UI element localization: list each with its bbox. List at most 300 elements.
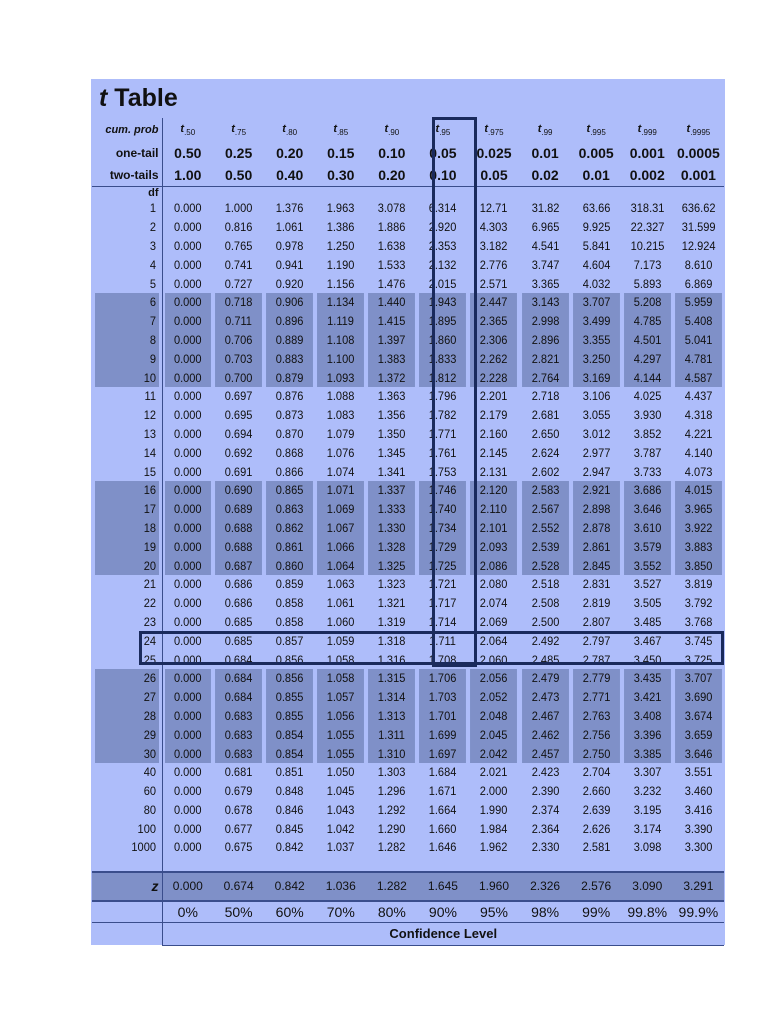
z-label: z	[92, 872, 162, 901]
df-cell: 23	[95, 613, 159, 632]
z-value-cell: 2.576	[571, 872, 622, 901]
t-value-cell: 0.000	[173, 784, 202, 799]
t-value-cell: 1.646	[429, 840, 457, 855]
t-value-cell: 4.604	[582, 257, 610, 272]
table-row	[92, 368, 724, 387]
t-value-cell: 1.064	[317, 556, 364, 575]
t-value-cell: 3.499	[573, 312, 620, 331]
table-row	[92, 537, 724, 556]
t-value-cell: 1.088	[326, 389, 355, 404]
t-value-cell: 2.920	[429, 220, 457, 235]
df-cell: 100	[95, 819, 159, 838]
t-value-cell: 3.745	[684, 633, 713, 648]
t-value-cell: 4.297	[624, 349, 671, 368]
t-value-cell: 3.365	[531, 276, 559, 291]
t-value-cell: 0.000	[173, 426, 202, 441]
t-value-cell: 10.215	[630, 238, 665, 253]
t-value-cell: 1.055	[317, 744, 364, 763]
t-value-cell: 0.687	[215, 556, 262, 575]
t-value-cell: 2.831	[582, 577, 610, 592]
df-cell: 15	[95, 462, 159, 481]
df-cell: 3	[95, 237, 159, 256]
df-cell: 8	[95, 331, 159, 350]
t-value-cell: 2.457	[522, 744, 569, 763]
t-value-cell: 1.782	[429, 408, 457, 423]
t-value-cell: 0.711	[215, 312, 262, 331]
spacer-cell	[162, 857, 213, 872]
df-spacer-cell	[622, 187, 673, 200]
t-value-cell: 0.718	[215, 293, 262, 312]
t-value-cell: 1.533	[378, 257, 406, 272]
df-spacer-cell	[673, 187, 724, 200]
t-value-cell: 0.765	[224, 238, 253, 253]
t-value-cell: 0.000	[164, 519, 211, 538]
t-distribution-table	[92, 118, 724, 946]
t-value-cell: 0.678	[224, 802, 253, 817]
t-value-cell: 2.500	[531, 614, 559, 629]
t-value-cell: 3.182	[480, 238, 508, 253]
t-value-cell: 1.476	[378, 276, 406, 291]
t-value-cell: 2.528	[522, 556, 569, 575]
df-cell: 13	[95, 425, 159, 444]
df-spacer-cell	[213, 187, 264, 200]
t-value-cell: 4.501	[624, 331, 671, 350]
t-value-cell: 2.878	[573, 519, 620, 538]
t-header-cell: $t_{.50}$	[180, 122, 196, 138]
t-value-cell: 3.852	[633, 426, 662, 441]
spacer-cell	[315, 857, 366, 872]
t-value-cell: 5.208	[624, 293, 671, 312]
t-value-cell: 1.746	[419, 481, 466, 500]
confidence-spacer	[92, 901, 162, 923]
t-value-cell: 9.925	[582, 220, 610, 235]
z-value-cell: 1.960	[468, 872, 519, 901]
t-header-cell: $t_{.85}$	[333, 122, 349, 138]
confidence-level-cell: 95%	[479, 903, 509, 920]
t-value-cell: 318.31	[630, 201, 665, 216]
df-cell: 12	[95, 406, 159, 425]
t-value-cell: 3.485	[633, 614, 662, 629]
t-value-cell: 1.721	[429, 577, 457, 592]
t-value-cell: 1.729	[419, 537, 466, 556]
t-value-cell: 2.681	[531, 408, 559, 423]
df-cell: 30	[95, 744, 159, 763]
t-value-cell: 2.771	[573, 688, 620, 707]
t-value-cell: 1.311	[368, 725, 415, 744]
t-value-cell: 1.108	[317, 331, 364, 350]
t-value-cell: 4.015	[675, 481, 722, 500]
t-value-cell: 0.868	[275, 445, 304, 460]
df-cell: 80	[95, 801, 159, 820]
t-value-cell: 1.318	[378, 633, 406, 648]
t-value-cell: 3.792	[684, 596, 713, 611]
t-value-cell: 1.337	[368, 481, 415, 500]
t-value-cell: 1.664	[429, 802, 457, 817]
t-value-cell: 2.998	[522, 312, 569, 331]
t-value-cell: 0.000	[164, 349, 211, 368]
t-value-cell: 0.700	[215, 368, 262, 387]
t-value-cell: 3.674	[675, 707, 722, 726]
t-value-cell: 0.000	[173, 577, 202, 592]
t-value-cell: 0.845	[275, 821, 304, 836]
df-cell: 9	[95, 349, 159, 368]
t-value-cell: 1.042	[326, 821, 355, 836]
t-value-cell: 1.671	[429, 784, 457, 799]
t-value-cell: 7.173	[633, 257, 662, 272]
t-value-cell: 3.408	[624, 707, 671, 726]
t-value-cell: 2.567	[522, 500, 569, 519]
t-value-cell: 2.898	[573, 500, 620, 519]
page-title: t Table	[99, 84, 178, 112]
z-value-cell: 3.291	[673, 872, 724, 901]
t-value-cell: 2.306	[471, 331, 518, 350]
t-value-cell: 1.321	[378, 596, 406, 611]
t-value-cell: 2.763	[573, 707, 620, 726]
df-cell: 1	[95, 199, 159, 218]
df-cell: 21	[95, 575, 159, 594]
t-value-cell: 1.296	[378, 784, 406, 799]
table-row	[92, 425, 724, 444]
table-row	[92, 838, 724, 857]
table-row	[92, 650, 724, 669]
t-value-cell: 3.390	[684, 821, 713, 836]
t-value-cell: 0.000	[164, 500, 211, 519]
t-value-cell: 0.684	[215, 669, 262, 688]
t-value-cell: 0.000	[173, 408, 202, 423]
table-row	[92, 688, 724, 707]
one-tail-value: 0.025	[476, 145, 512, 161]
t-value-cell: 1.071	[317, 481, 364, 500]
t-value-cell: 2.473	[522, 688, 569, 707]
df-cell: 25	[95, 650, 159, 669]
df-cell: 4	[95, 255, 159, 274]
z-value-cell: 0.674	[213, 872, 264, 901]
t-value-cell: 1.341	[378, 464, 406, 479]
table-row	[92, 218, 724, 237]
t-value-cell: 2.639	[582, 802, 610, 817]
t-value-cell: 1.886	[378, 220, 406, 235]
t-value-cell: 1.079	[326, 426, 355, 441]
t-value-cell: 0.000	[164, 481, 211, 500]
t-value-cell: 1.943	[419, 293, 466, 312]
t-value-cell: 3.012	[582, 426, 610, 441]
t-value-cell: 1.796	[429, 389, 457, 404]
t-value-cell: 2.080	[480, 577, 508, 592]
t-value-cell: 3.747	[531, 257, 559, 272]
df-cell: 17	[95, 500, 159, 519]
confidence-level-cell: 70%	[326, 903, 355, 920]
t-value-cell: 4.221	[684, 426, 713, 441]
t-value-cell: 1.386	[326, 220, 355, 235]
t-value-cell: 2.750	[573, 744, 620, 763]
t-value-cell: 0.703	[215, 349, 262, 368]
t-value-cell: 2.552	[522, 519, 569, 538]
spacer-cell	[622, 857, 673, 872]
t-value-cell: 5.408	[675, 312, 722, 331]
table-row	[92, 462, 724, 481]
t-value-cell: 3.787	[633, 445, 662, 460]
t-value-cell: 0.860	[266, 556, 313, 575]
t-value-cell: 3.527	[633, 577, 662, 592]
t-value-cell: 2.583	[522, 481, 569, 500]
t-value-cell: 2.074	[480, 596, 508, 611]
t-value-cell: 2.518	[531, 577, 559, 592]
t-value-cell: 2.052	[471, 688, 518, 707]
t-value-cell: 1.714	[429, 614, 457, 629]
t-value-cell: 0.683	[215, 725, 262, 744]
t-value-cell: 2.060	[480, 652, 508, 667]
t-value-cell: 4.073	[684, 464, 713, 479]
t-value-cell: 0.690	[215, 481, 262, 500]
t-value-cell: 1.699	[419, 725, 466, 744]
table-row	[92, 782, 724, 801]
z-value-cell: 1.645	[417, 872, 468, 901]
confidence-spacer	[92, 922, 162, 945]
spacer-cell	[417, 857, 468, 872]
t-value-cell: 2.365	[471, 312, 518, 331]
one-tail-value: 0.15	[327, 145, 355, 161]
t-value-cell: 0.873	[275, 408, 304, 423]
t-value-cell: 0.689	[215, 500, 262, 519]
df-cell: 27	[95, 688, 159, 707]
table-row	[92, 613, 724, 632]
table-row	[92, 387, 724, 406]
t-value-cell: 1.962	[480, 840, 508, 855]
t-value-cell: 1.717	[429, 596, 457, 611]
two-tails-value: 0.01	[571, 164, 622, 187]
confidence-level-cell: 98%	[531, 903, 560, 920]
t-header-cell: $t_{.995}$	[586, 122, 606, 138]
t-header-cell: $t_{.975}$	[484, 122, 504, 138]
t-value-cell: 2.581	[582, 840, 610, 855]
t-value-cell: 3.055	[582, 408, 610, 423]
t-value-cell: 2.447	[471, 293, 518, 312]
t-value-cell: 2.539	[522, 537, 569, 556]
t-value-cell: 1.292	[378, 802, 406, 817]
df-cell: 24	[95, 631, 159, 650]
t-value-cell: 3.450	[633, 652, 662, 667]
t-value-cell: 1.363	[378, 389, 406, 404]
t-value-cell: 2.160	[480, 426, 508, 441]
df-cell: 2	[95, 218, 159, 237]
t-value-cell: 1.045	[326, 784, 355, 799]
t-value-cell: 0.000	[164, 537, 211, 556]
t-value-cell: 2.228	[471, 368, 518, 387]
t-value-cell: 1.319	[378, 614, 406, 629]
t-value-cell: 0.684	[215, 688, 262, 707]
t-header-cell: $t_{.90}$	[384, 122, 400, 138]
t-value-cell: 2.330	[531, 840, 559, 855]
t-value-cell: 0.683	[215, 707, 262, 726]
t-value-cell: 2.467	[522, 707, 569, 726]
t-value-cell: 2.821	[522, 349, 569, 368]
df-cell: 7	[95, 312, 159, 331]
t-value-cell: 3.551	[684, 765, 713, 780]
t-value-cell: 2.626	[582, 821, 610, 836]
t-value-cell: 3.707	[675, 669, 722, 688]
t-value-cell: 1.119	[317, 312, 364, 331]
t-value-cell: 1.323	[378, 577, 406, 592]
t-value-cell: 3.690	[675, 688, 722, 707]
t-value-cell: 3.686	[624, 481, 671, 500]
t-value-cell: 3.250	[573, 349, 620, 368]
t-value-cell: 1.376	[275, 201, 304, 216]
t-value-cell: 2.807	[582, 614, 610, 629]
t-value-cell: 0.000	[164, 688, 211, 707]
t-value-cell: 1.440	[368, 293, 415, 312]
t-value-cell: 3.965	[675, 500, 722, 519]
spacer-cell	[92, 857, 162, 872]
t-value-cell: 0.000	[173, 276, 202, 291]
t-value-cell: 0.688	[215, 537, 262, 556]
t-value-cell: 2.120	[471, 481, 518, 500]
t-value-cell: 0.883	[266, 349, 313, 368]
t-value-cell: 0.000	[173, 445, 202, 460]
df-spacer-cell	[315, 187, 366, 200]
t-value-cell: 3.396	[624, 725, 671, 744]
t-value-cell: 3.143	[522, 293, 569, 312]
t-value-cell: 63.66	[582, 201, 610, 216]
t-value-cell: 0.842	[275, 840, 304, 855]
t-value-cell: 3.725	[684, 652, 713, 667]
two-tails-value: 0.40	[264, 164, 315, 187]
table-row	[92, 631, 724, 650]
t-header-cell: $t_{.80}$	[282, 122, 298, 138]
t-value-cell: 1.037	[326, 840, 355, 855]
df-cell: 14	[95, 443, 159, 462]
two-tails-value: 0.30	[315, 164, 366, 187]
t-value-cell: 1.060	[326, 614, 355, 629]
t-value-cell: 0.865	[266, 481, 313, 500]
t-value-cell: 2.571	[480, 276, 508, 291]
t-value-cell: 1.761	[429, 445, 457, 460]
t-value-cell: 2.650	[531, 426, 559, 441]
t-value-cell: 2.353	[429, 238, 457, 253]
t-value-cell: 0.866	[275, 464, 304, 479]
t-value-cell: 0.000	[164, 669, 211, 688]
df-cell: 19	[95, 537, 159, 556]
t-value-cell: 0.727	[224, 276, 253, 291]
table-row	[92, 519, 724, 538]
t-value-cell: 2.042	[471, 744, 518, 763]
t-value-cell: 2.069	[480, 614, 508, 629]
table-row	[92, 406, 724, 425]
t-value-cell: 4.318	[684, 408, 713, 423]
t-value-cell: 1.397	[368, 331, 415, 350]
df-spacer-cell	[520, 187, 571, 200]
table-row	[92, 500, 724, 519]
t-value-cell: 0.846	[275, 802, 304, 817]
t-value-cell: 4.587	[675, 368, 722, 387]
cum-prob-label: cum. prob	[92, 118, 162, 142]
t-value-cell: 22.327	[630, 220, 665, 235]
t-value-cell: 0.675	[224, 840, 253, 855]
confidence-level-cell: 99.9%	[678, 903, 719, 920]
t-value-cell: 0.851	[275, 765, 304, 780]
spacer-cell	[264, 857, 315, 872]
table-row	[92, 237, 724, 256]
t-value-cell: 0.858	[275, 596, 304, 611]
df-spacer-cell	[264, 187, 315, 200]
t-value-cell: 2.101	[471, 519, 518, 538]
t-value-cell: 0.859	[275, 577, 304, 592]
t-value-cell: 4.781	[675, 349, 722, 368]
t-value-cell: 4.785	[624, 312, 671, 331]
t-value-cell: 5.841	[582, 238, 610, 253]
t-value-cell: 1.069	[317, 500, 364, 519]
df-cell: 28	[95, 707, 159, 726]
one-tail-value: 0.0005	[676, 145, 720, 161]
t-value-cell: 2.718	[531, 389, 559, 404]
t-value-cell: 3.552	[624, 556, 671, 575]
t-value-cell: 1.315	[368, 669, 415, 688]
t-value-cell: 1.290	[378, 821, 406, 836]
t-value-cell: 0.863	[266, 500, 313, 519]
t-value-cell: 5.893	[633, 276, 662, 291]
one-tail-label: one-tail	[92, 142, 162, 164]
z-value-cell: 1.036	[315, 872, 366, 901]
df-cell: 26	[95, 669, 159, 688]
t-value-cell: 0.858	[275, 614, 304, 629]
t-value-cell: 0.000	[173, 220, 202, 235]
t-value-cell: 3.078	[378, 201, 406, 216]
t-value-cell: 2.756	[573, 725, 620, 744]
table-row	[92, 819, 724, 838]
t-value-cell: 0.000	[164, 368, 211, 387]
t-header-cell: $t_{.9995}$	[686, 122, 711, 138]
df-spacer-cell	[366, 187, 417, 200]
t-value-cell: 1.313	[368, 707, 415, 726]
t-value-cell: 0.681	[224, 765, 253, 780]
t-value-cell: 0.691	[224, 464, 253, 479]
confidence-level-cell: 0%	[177, 903, 198, 920]
t-value-cell: 8.610	[684, 257, 713, 272]
two-tails-value: 0.50	[213, 164, 264, 187]
t-value-cell: 4.144	[624, 368, 671, 387]
t-value-cell: 1.330	[368, 519, 415, 538]
table-row	[92, 293, 724, 312]
t-value-cell: 1.711	[429, 633, 457, 648]
t-value-cell: 0.000	[164, 707, 211, 726]
spacer-cell	[366, 857, 417, 872]
t-value-cell: 0.000	[173, 633, 202, 648]
df-cell: 22	[95, 594, 159, 613]
t-value-cell: 1.415	[368, 312, 415, 331]
t-value-cell: 1.771	[429, 426, 457, 441]
t-value-cell: 1.812	[419, 368, 466, 387]
t-value-cell: 2.021	[480, 765, 508, 780]
t-value-cell: 3.733	[633, 464, 662, 479]
t-value-cell: 3.416	[684, 802, 713, 817]
t-value-cell: 2.045	[471, 725, 518, 744]
t-value-cell: 1.328	[368, 537, 415, 556]
t-value-cell: 3.819	[684, 577, 713, 592]
t-value-cell: 0.856	[275, 652, 304, 667]
t-value-cell: 4.437	[684, 389, 713, 404]
df-cell: 5	[95, 274, 159, 293]
t-value-cell: 1.383	[368, 349, 415, 368]
t-value-cell: 1.067	[317, 519, 364, 538]
t-value-cell: 3.579	[624, 537, 671, 556]
header-row-cum-prob	[92, 118, 724, 142]
z-value-cell: 3.090	[622, 872, 673, 901]
t-value-cell: 2.462	[522, 725, 569, 744]
t-value-cell: 1.043	[326, 802, 355, 817]
t-value-cell: 2.056	[471, 669, 518, 688]
df-cell: 20	[95, 556, 159, 575]
t-value-cell: 2.086	[471, 556, 518, 575]
t-value-cell: 2.508	[531, 596, 559, 611]
